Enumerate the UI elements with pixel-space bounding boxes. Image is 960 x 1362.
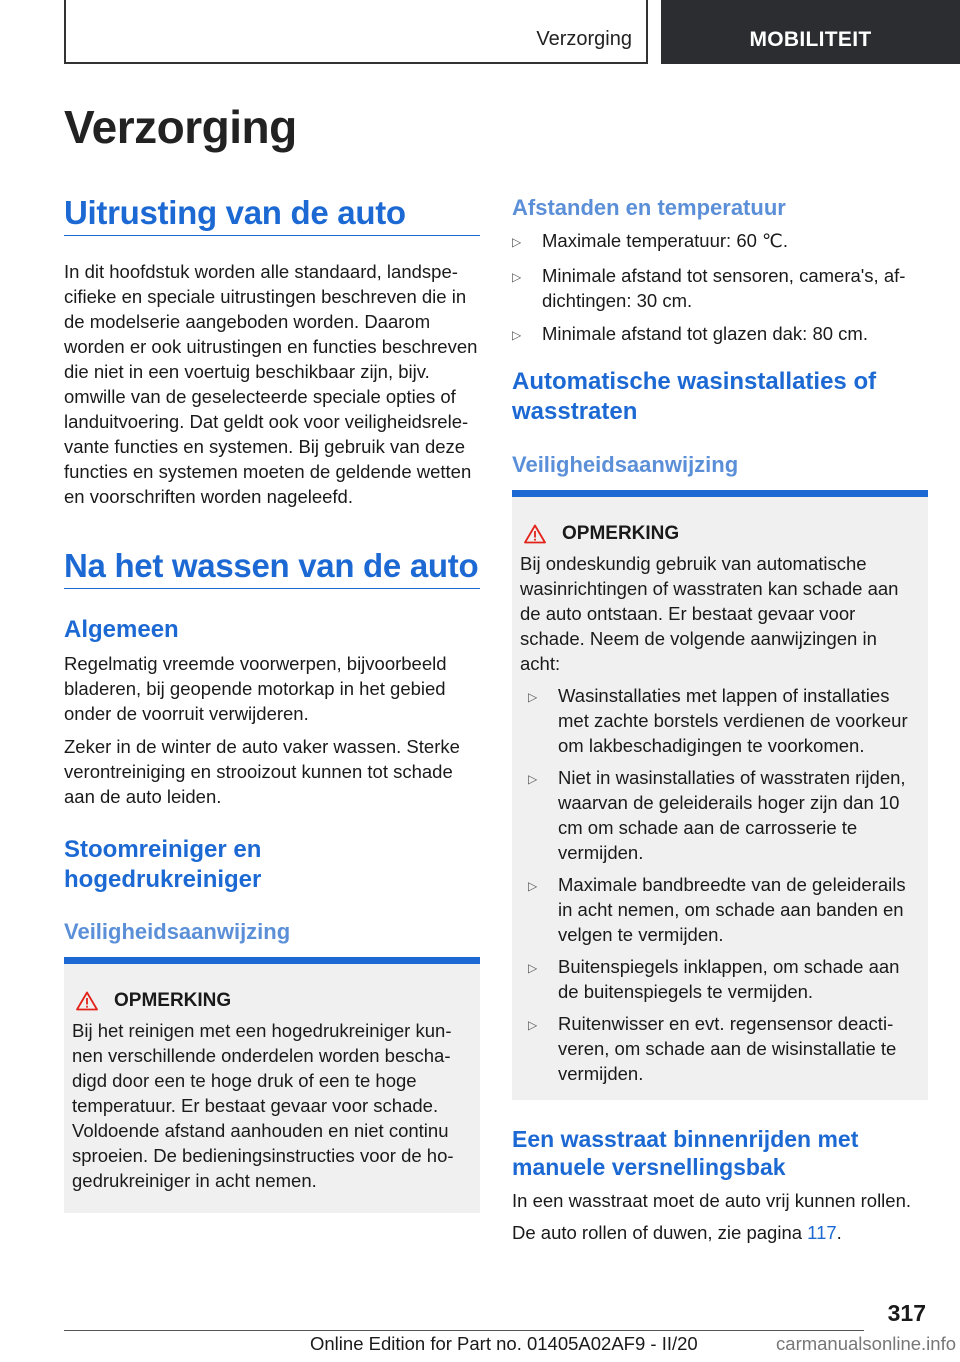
- list-item-text: Niet in wasinstallaties of wasstraten rijden, waarvan de geleiderails hoger zijn dan 10 cm om schade aan de carrosserie te vermijden.: [558, 767, 906, 863]
- heading-steam-cleaner: Stoomreiniger en hogedrukreiniger: [64, 836, 262, 893]
- list-item: [528, 683, 920, 758]
- list-item: [512, 321, 928, 348]
- footer-rule: [64, 1330, 864, 1331]
- heading-general: Algemeen: [64, 616, 179, 643]
- header-chapter-label: MOBILITEIT: [749, 28, 872, 51]
- list-item-text: Ruitenwisser en evt. regensensor deactiveren, om schade aan de wisinstallatie te vermijden.: [558, 1013, 897, 1084]
- header-section-tab: [64, 0, 648, 64]
- list-item-text: Buitenspiegels inklappen, om schade aan de buitenspiegels te vermijden.: [558, 956, 900, 1002]
- warning-triangle-icon: [524, 524, 546, 544]
- list-item-text: Wasinstallaties met lappen of installaties met zachte borstels verdienen de voorkeur om lakbeschadigingen te voorkomen.: [558, 685, 908, 756]
- list-item: [528, 954, 920, 1004]
- heading-distances: Afstanden en temperatuur: [512, 195, 786, 220]
- page-number: 317: [887, 1300, 926, 1326]
- warning-box-right: [512, 490, 928, 1100]
- list-item: [528, 872, 920, 947]
- warning-header: [72, 990, 472, 1012]
- triangle-right-bullet-icon: ▷: [512, 235, 522, 249]
- heading-rule: [64, 235, 480, 236]
- warning-triangle-icon: [76, 991, 98, 1011]
- warning-title: OPMERKING: [562, 523, 680, 544]
- list-item-text: Minimale afstand tot glazen dak: 80 cm.: [542, 323, 868, 344]
- general-paragraph-2: Zeker in de winter de auto vaker wassen. Sterke verontreiniging en strooizout kunnen tot schade aan de auto leiden.: [64, 736, 460, 807]
- manual-paragraph-2-suffix: .: [836, 1222, 842, 1243]
- heading-safety-right: Veiligheidsaanwijzing: [512, 452, 739, 477]
- warning-box-left: [64, 957, 480, 1213]
- manual-paragraph-2: [512, 1220, 928, 1245]
- list-item-text: Minimale afstand tot sensoren, camera's, afdichtingen: 30 cm.: [542, 265, 906, 311]
- page-title: Verzorging: [64, 101, 297, 153]
- header-chapter-tab: [661, 0, 960, 64]
- list-item: [528, 1011, 920, 1086]
- header-section-label: Verzorging: [536, 28, 632, 50]
- heading-rule: [64, 588, 480, 589]
- triangle-right-bullet-icon: ▷: [512, 328, 522, 342]
- equipment-paragraph: In dit hoofdstuk worden alle standaard, landspecifieke en speciale uitrustingen beschreven die in de modelserie aangeboden worden. Daarom worden er ook uitrustingen en functies beschreven die niet in een voertuig beschikbaar zijn, bijv. omwille van de geselecteerde speciale opties of landuitvoering. Dat geldt ook voor veiligheidsrelevante functies en systemen. Bij gebruik van deze functies en systemen moeten de geldende wetten en voorschriften worden nageleefd.: [64, 261, 478, 507]
- list-item: [528, 765, 920, 865]
- footer-watermark: carmanualsonline.info: [776, 1333, 956, 1354]
- warning-title: OPMERKING: [114, 990, 232, 1011]
- triangle-right-bullet-icon: ▷: [528, 772, 538, 786]
- manual-paragraph-2-text: De auto rollen of duwen, zie pagina: [512, 1222, 803, 1243]
- triangle-right-bullet-icon: ▷: [528, 1018, 538, 1032]
- general-paragraph-1: Regelmatig vreemde voorwerpen, bijvoorbeeld bladeren, bij geopende motorkap in het gebied onder de voorruit verwijderen.: [64, 653, 447, 724]
- footer-edition: Online Edition for Part no. 01405A02AF9 - II/20: [310, 1333, 698, 1354]
- heading-manual-gearbox: Een wasstraat binnenrijden met manuele versnellingsbak: [512, 1126, 859, 1180]
- heading-safety-left: Veiligheidsaanwijzing: [64, 919, 291, 944]
- heading-automatic-wash: Automatische wasinstallaties of wasstraten: [512, 368, 877, 425]
- triangle-right-bullet-icon: ▷: [528, 879, 538, 893]
- list-item-text: Maximale bandbreedte van de geleiderails in acht nemen, om schade aan banden en velgen te vermijden.: [558, 874, 906, 945]
- distances-list: [512, 228, 928, 348]
- heading-equipment: Uitrusting van de auto: [64, 194, 406, 231]
- manual-paragraph-1: In een wasstraat moet de auto vrij kunnen rollen.: [512, 1190, 912, 1211]
- heading-after-wash: Na het wassen van de auto: [64, 547, 479, 584]
- list-item: [512, 228, 928, 255]
- triangle-right-bullet-icon: ▷: [512, 270, 522, 284]
- triangle-right-bullet-icon: ▷: [528, 961, 538, 975]
- triangle-right-bullet-icon: ▷: [528, 690, 538, 704]
- page-link-117[interactable]: 117: [807, 1222, 837, 1243]
- list-item: [512, 263, 928, 313]
- warning-list: [520, 683, 920, 1086]
- warning-text: Bij het reinigen met een hogedrukreiniger kunnen verschillende onderdelen worden beschadigd door een te hoge druk of een te hoge temperatuur. Er bestaat gevaar voor schade. Voldoende afstand aanhouden en niet continu sproeien. De bedieningsinstructies voor de hogedrukreiniger in acht nemen.: [72, 1020, 454, 1191]
- list-item-text: Maximale temperatuur: 60 ℃.: [542, 230, 788, 251]
- warning-text: Bij ondeskundig gebruik van automatische wasinrichtingen of wasstraten kan schade aan de auto ontstaan. Er bestaat gevaar voor schade. Neem de volgende aanwijzingen in acht:: [520, 553, 899, 674]
- warning-header: [520, 523, 920, 545]
